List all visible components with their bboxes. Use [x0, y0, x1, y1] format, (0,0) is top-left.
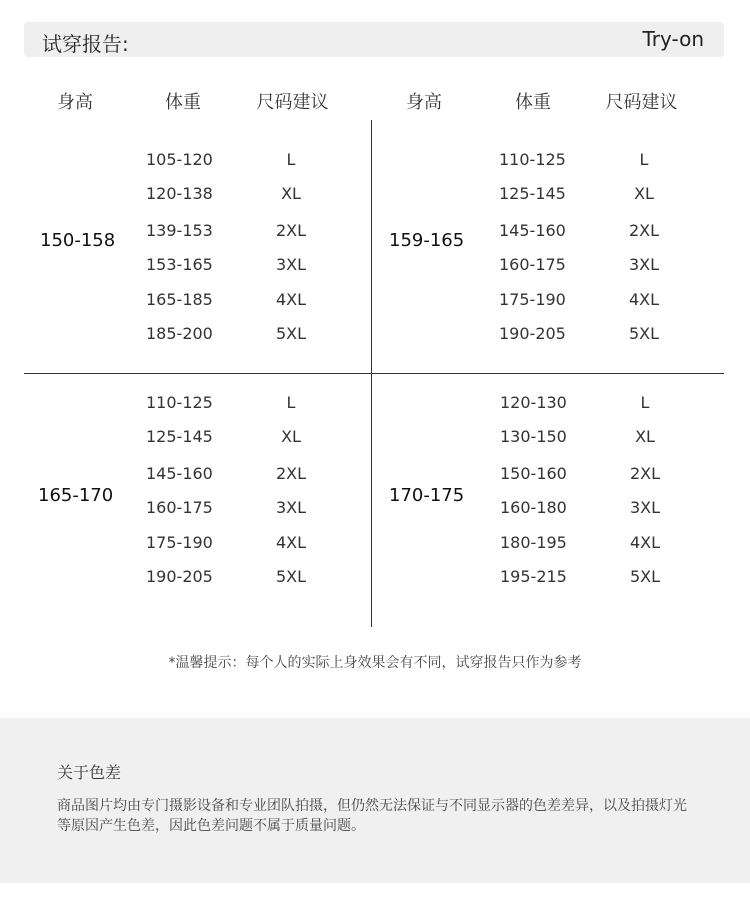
size-recommendation: 4XL: [275, 290, 307, 309]
height-range: 159-165: [389, 230, 465, 251]
column-header-weight-left: 体重: [165, 92, 201, 113]
size-recommendation: XL: [281, 184, 301, 203]
table-row: [499, 221, 699, 243]
table-row: [499, 150, 699, 172]
size-recommendation: L: [286, 393, 296, 412]
table-row: [146, 255, 346, 277]
weight-range: 153-165: [146, 255, 213, 274]
weight-range: 120-130: [500, 393, 567, 412]
weight-range: 125-145: [146, 427, 213, 446]
size-recommendation: 2XL: [275, 221, 307, 240]
column-header-height-right: 身高: [406, 92, 442, 113]
size-recommendation: 2XL: [629, 464, 661, 483]
size-recommendation: XL: [281, 427, 301, 446]
column-header-size-right: 尺码建议: [605, 92, 678, 113]
table-row: [500, 464, 700, 486]
table-row: [146, 427, 346, 449]
table-row: [500, 567, 700, 589]
table-row: [146, 290, 346, 312]
size-group-4: [372, 393, 712, 643]
disclaimer-body: 商品图片均由专门摄影设备和专业团队拍摄，但仍然无法保证与不同显示器的色差差异，以及拍摄灯光等原因产生色差，因此色差问题不属于质量问题。: [57, 798, 687, 834]
report-header: [24, 22, 724, 57]
weight-range: 145-160: [146, 464, 213, 483]
size-recommendation: 3XL: [629, 498, 661, 517]
height-range: 165-170: [38, 485, 114, 506]
weight-range: 125-145: [499, 184, 566, 203]
table-row: [499, 290, 699, 312]
weight-range: 110-125: [499, 150, 566, 169]
report-title-en: Try-on: [642, 27, 704, 51]
size-recommendation: 3XL: [628, 255, 660, 274]
weight-range: 145-160: [499, 221, 566, 240]
weight-range: 110-125: [146, 393, 213, 412]
size-group-1: [0, 150, 340, 400]
table-row: [146, 393, 346, 415]
weight-range: 150-160: [500, 464, 567, 483]
size-recommendation: 3XL: [275, 255, 307, 274]
weight-range: 195-215: [500, 567, 567, 586]
weight-range: 105-120: [146, 150, 213, 169]
fit-note: *温馨提示：每个人的实际上身效果会有不同，试穿报告只作为参考: [168, 655, 582, 671]
size-recommendation: 5XL: [628, 324, 660, 343]
table-row: [146, 324, 346, 346]
table-row: [146, 464, 346, 486]
table-row: [500, 427, 700, 449]
size-recommendation: XL: [635, 427, 655, 446]
column-header-height-left: 身高: [57, 92, 93, 113]
size-recommendation: 5XL: [275, 567, 307, 586]
weight-range: 120-138: [146, 184, 213, 203]
weight-range: 165-185: [146, 290, 213, 309]
column-header-size-left: 尺码建议: [256, 92, 329, 113]
table-row: [146, 184, 346, 206]
weight-range: 190-205: [146, 567, 213, 586]
table-row: [500, 533, 700, 555]
weight-range: 130-150: [500, 427, 567, 446]
size-recommendation: 3XL: [275, 498, 307, 517]
size-recommendation: 2XL: [628, 221, 660, 240]
table-row: [499, 184, 699, 206]
weight-range: 160-175: [146, 498, 213, 517]
size-recommendation: 4XL: [628, 290, 660, 309]
table-row: [146, 150, 346, 172]
table-row: [499, 324, 699, 346]
table-row: [146, 498, 346, 520]
table-row: [146, 567, 346, 589]
weight-range: 180-195: [500, 533, 567, 552]
table-row: [146, 221, 346, 243]
size-group-3: [0, 393, 340, 643]
weight-range: 139-153: [146, 221, 213, 240]
weight-range: 160-175: [499, 255, 566, 274]
weight-range: 185-200: [146, 324, 213, 343]
column-header-weight-right: 体重: [515, 92, 551, 113]
weight-range: 175-190: [499, 290, 566, 309]
height-range: 150-158: [40, 230, 116, 251]
weight-range: 190-205: [499, 324, 566, 343]
size-recommendation: L: [286, 150, 296, 169]
size-recommendation: XL: [634, 184, 654, 203]
size-recommendation: L: [640, 393, 650, 412]
size-recommendation: 4XL: [629, 533, 661, 552]
size-group-2: [372, 150, 712, 400]
table-row: [500, 393, 700, 415]
table-row: [500, 498, 700, 520]
weight-range: 160-180: [500, 498, 567, 517]
table-row: [146, 533, 346, 555]
height-range: 170-175: [389, 485, 465, 506]
size-recommendation: 5XL: [275, 324, 307, 343]
size-recommendation: 2XL: [275, 464, 307, 483]
size-recommendation: 4XL: [275, 533, 307, 552]
size-recommendation: 5XL: [629, 567, 661, 586]
color-disclaimer: [0, 718, 750, 883]
report-title: 试穿报告:: [42, 32, 129, 56]
table-row: [499, 255, 699, 277]
disclaimer-title: 关于色差: [57, 763, 122, 782]
size-recommendation: L: [639, 150, 649, 169]
weight-range: 175-190: [146, 533, 213, 552]
